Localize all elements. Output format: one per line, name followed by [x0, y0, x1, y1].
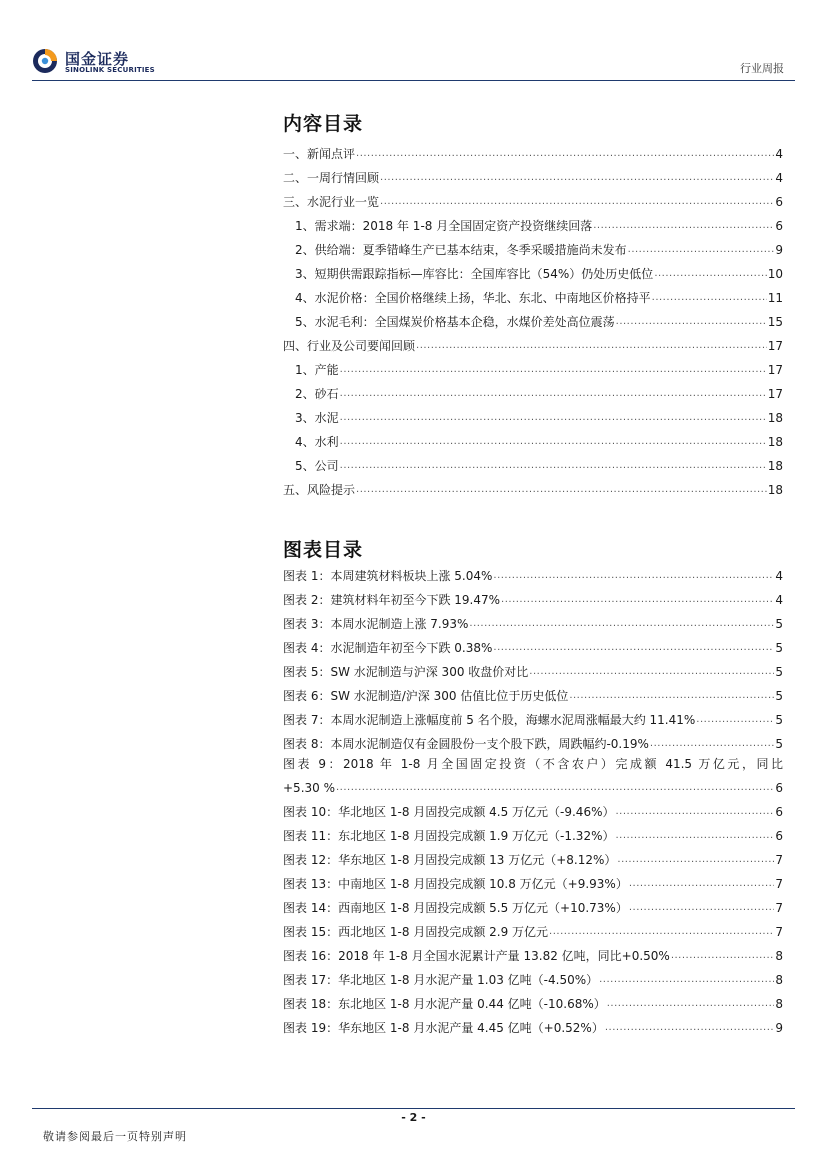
- toc-entry-text: 1、产能: [283, 360, 340, 380]
- toc-entry-page: 10: [767, 267, 783, 281]
- toc-entry[interactable]: [283, 356, 783, 380]
- toc-title: 内容目录: [283, 113, 364, 135]
- figure-entry[interactable]: [283, 918, 783, 942]
- company-logo: [32, 48, 172, 76]
- toc-entry-text: 2、供给端：夏季错峰生产已基本结束，冬季采暖措施尚未发布: [283, 240, 628, 260]
- figure-entry-page: 5: [775, 665, 783, 679]
- toc-entry[interactable]: [283, 452, 783, 476]
- figure-entry-continued[interactable]: [283, 774, 783, 798]
- figure-entry-page: 5: [775, 689, 783, 703]
- figure-entry-text: 图表 1：本周建筑材料板块上涨 5.04%: [283, 566, 493, 586]
- toc-entry-page: 18: [767, 483, 783, 497]
- toc-entry-text: 1、需求端：2018 年 1-8 月全国固定资产投资继续回落: [283, 216, 593, 236]
- figure-entry-text: 图表 3：本周水泥制造上涨 7.93%: [283, 614, 469, 634]
- figure-entry[interactable]: [283, 822, 783, 846]
- figure-entry-text: 图表 13：中南地区 1-8 月固投完成额 10.8 万亿元（+9.93%）: [283, 874, 629, 894]
- toc-entry-text: 二、一周行情回顾: [283, 168, 380, 188]
- figure-entry-page: 5: [775, 617, 783, 631]
- figure-entry[interactable]: [283, 634, 783, 658]
- toc-entry[interactable]: [283, 212, 783, 236]
- toc-entry-text: 4、水泥价格：全国价格继续上扬，华北、东北、中南地区价格持平: [283, 288, 652, 308]
- figure-entry[interactable]: [283, 1014, 783, 1038]
- figure-entry[interactable]: [283, 754, 783, 774]
- figure-entry[interactable]: [283, 942, 783, 966]
- toc-entry-text: 5、水泥毛利：全国煤炭价格基本企稳，水煤价差处高位震荡: [283, 312, 616, 332]
- figure-entry-text: 图表 6：SW 水泥制造/沪深 300 估值比位于历史低位: [283, 686, 569, 706]
- figure-entry[interactable]: [283, 990, 783, 1014]
- figure-toc: [283, 562, 783, 1038]
- figure-entry-text: 图表 9：2018 年 1-8 月全国固定投资（不含农户）完成额 41.5 万亿元，同比: [283, 754, 784, 774]
- figure-entry-page: 5: [775, 641, 783, 655]
- logo-english-name: SINOLINK SECURITIES: [65, 66, 155, 74]
- figure-entry-text: 图表 10：华北地区 1-8 月固投完成额 4.5 万亿元（-9.46%）: [283, 802, 615, 822]
- page-header: [0, 0, 827, 80]
- figure-entry-page: 5: [775, 737, 783, 751]
- toc-entry-text: 3、水泥: [283, 408, 340, 428]
- figure-entry-text: 图表 14：西南地区 1-8 月固投完成额 5.5 万亿元（+10.73%）: [283, 898, 629, 918]
- toc-entry-page: 15: [767, 315, 783, 329]
- footer-disclaimer: 敬请参阅最后一页特别声明: [43, 1130, 187, 1143]
- figure-entry[interactable]: [283, 586, 783, 610]
- figure-entry-page: 8: [775, 973, 783, 987]
- toc-entry-text: 3、短期供需跟踪指标—库容比：全国库容比（54%）仍处历史低位: [283, 264, 654, 284]
- figure-entry-text: 图表 7：本周水泥制造上涨幅度前 5 名个股，海螺水泥周涨幅最大约 11.41%: [283, 710, 696, 730]
- figure-entry-text: 图表 18：东北地区 1-8 月水泥产量 0.44 亿吨（-10.68%）: [283, 994, 607, 1014]
- toc-entry[interactable]: [283, 428, 783, 452]
- figure-entry[interactable]: [283, 682, 783, 706]
- logo-mark-icon: [32, 48, 58, 74]
- figure-entry-text: 图表 15：西北地区 1-8 月固投完成额 2.9 万亿元: [283, 922, 549, 942]
- toc-entry[interactable]: [283, 260, 783, 284]
- toc-entry-page: 4: [775, 147, 783, 161]
- figure-entry-text: 图表 16：2018 年 1-8 月全国水泥累计产量 13.82 亿吨，同比+0.50%: [283, 946, 671, 966]
- figure-entry-page: 8: [775, 949, 783, 963]
- header-divider: [32, 80, 795, 81]
- figure-entry-text: 图表 5：SW 水泥制造与沪深 300 收盘价对比: [283, 662, 529, 682]
- toc-entry[interactable]: [283, 188, 783, 212]
- report-type: 行业周报: [740, 62, 784, 75]
- figure-entry-page: 7: [775, 901, 783, 915]
- figure-entry-page: 7: [775, 853, 783, 867]
- toc-entry[interactable]: [283, 164, 783, 188]
- figure-entry[interactable]: [283, 870, 783, 894]
- toc-entry[interactable]: [283, 380, 783, 404]
- toc-entry-text: 一、新闻点评: [283, 144, 356, 164]
- toc-entry[interactable]: [283, 308, 783, 332]
- footer-divider: [32, 1108, 795, 1109]
- figure-entry-page: 5: [775, 713, 783, 727]
- toc-entry-page: 17: [767, 387, 783, 401]
- figure-entry[interactable]: [283, 846, 783, 870]
- figure-entry-text: 图表 2：建筑材料年初至今下跌 19.47%: [283, 590, 501, 610]
- toc-entry-page: 18: [767, 435, 783, 449]
- toc-entry[interactable]: [283, 140, 783, 164]
- figure-entry[interactable]: [283, 966, 783, 990]
- figure-entry[interactable]: [283, 706, 783, 730]
- figure-entry[interactable]: [283, 562, 783, 586]
- figure-entry-text: 图表 4：水泥制造年初至今下跌 0.38%: [283, 638, 493, 658]
- toc-entry-page: 17: [767, 339, 783, 353]
- figure-entry-text: 图表 11：东北地区 1-8 月固投完成额 1.9 万亿元（-1.32%）: [283, 826, 615, 846]
- toc-entry-text: 2、砂石: [283, 384, 340, 404]
- toc-entry[interactable]: [283, 332, 783, 356]
- toc-entry-page: 11: [767, 291, 783, 305]
- figure-entry-page: 6: [775, 829, 783, 843]
- figure-entry[interactable]: [283, 730, 783, 754]
- toc-entry[interactable]: [283, 284, 783, 308]
- figure-entry[interactable]: [283, 798, 783, 822]
- figure-entry-page: 6: [775, 805, 783, 819]
- logo-chinese-name: 国金证券: [65, 50, 130, 68]
- toc-entry-page: 18: [767, 459, 783, 473]
- toc-entry-page: 6: [775, 195, 783, 209]
- figure-entry-page: 8: [775, 997, 783, 1011]
- figure-entry-text-cont: +5.30 %: [283, 778, 336, 798]
- content-toc: [283, 140, 783, 500]
- toc-entry[interactable]: [283, 236, 783, 260]
- toc-entry-page: 9: [775, 243, 783, 257]
- figure-entry-page: 6: [775, 781, 783, 795]
- toc-entry-text: 五、风险提示: [283, 480, 356, 500]
- figure-entry-page: 7: [775, 877, 783, 891]
- figure-entry-page: 9: [775, 1021, 783, 1035]
- figure-entry[interactable]: [283, 658, 783, 682]
- figure-entry[interactable]: [283, 610, 783, 634]
- figure-entry-page: 7: [775, 925, 783, 939]
- figure-entry-page: 4: [775, 569, 783, 583]
- figure-entry-text: 图表 19：华东地区 1-8 月水泥产量 4.45 亿吨（+0.52%）: [283, 1018, 605, 1038]
- figure-entry[interactable]: [283, 894, 783, 918]
- toc-entry-text: 三、水泥行业一览: [283, 192, 380, 212]
- figure-entry-text: 图表 12：华东地区 1-8 月固投完成额 13 万亿元（+8.12%）: [283, 850, 617, 870]
- figure-toc-title: 图表目录: [283, 539, 364, 561]
- toc-entry-page: 4: [775, 171, 783, 185]
- toc-entry-text: 5、公司: [283, 456, 340, 476]
- toc-entry[interactable]: [283, 404, 783, 428]
- toc-entry[interactable]: [283, 476, 783, 500]
- toc-entry-page: 6: [775, 219, 783, 233]
- page-number: - 2 -: [401, 1111, 426, 1124]
- figure-entry-text: 图表 17：华北地区 1-8 月水泥产量 1.03 亿吨（-4.50%）: [283, 970, 599, 990]
- figure-entry-page: 4: [775, 593, 783, 607]
- figure-entry-text: 图表 8：本周水泥制造仅有金圆股份一支个股下跌，周跌幅约-0.19%: [283, 734, 650, 754]
- toc-entry-page: 18: [767, 411, 783, 425]
- toc-entry-text: 4、水利: [283, 432, 340, 452]
- toc-entry-text: 四、行业及公司要闻回顾: [283, 336, 416, 356]
- toc-entry-page: 17: [767, 363, 783, 377]
